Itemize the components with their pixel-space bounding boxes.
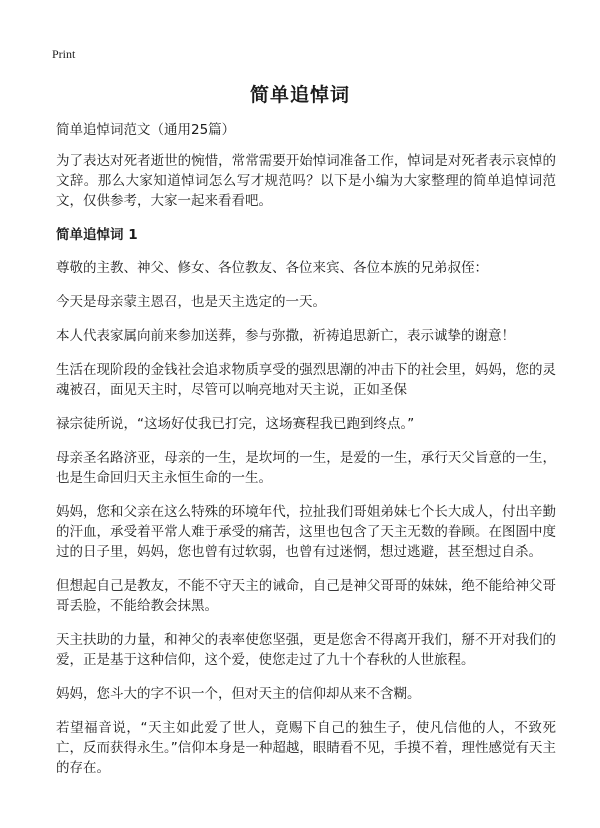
paragraph: 但想起自己是教友，不能不守天主的诫命，自己是神父哥哥的妹妹，绝不能给神父哥哥丢脸，不能给教会抹黑。	[56, 578, 556, 614]
paragraph: 妈妈，您和父亲在这么特殊的环境年代，拉扯我们哥姐弟妹七个长大成人，付出辛勤的汗血，承受着平常人难于承受的痛苦，这里也包含了天主无数的眷顾。在图圄中度过的日子里，妈妈，您也曾有过软弱，也曾有过迷惘，想过逃避，甚至想过自杀。	[56, 504, 556, 560]
page-title: 简单追悼词	[249, 84, 350, 106]
section-heading: 简单追悼词 1	[56, 227, 138, 243]
paragraph: 若望福音说，“天主如此爱了世人，竟赐下自己的独生子，使凡信他的人，不致死亡，反而获得永生。”信仰本身是一种超越，眼睛看不见，手摸不着，理性感觉有天主的存在。	[56, 720, 556, 776]
paragraph: 妈妈，您斗大的字不识一个，但对天主的信仰却从来不含糊。	[56, 686, 421, 702]
paragraph: 生活在现阶段的金钱社会追求物质享受的强烈思潮的冲击下的社会里，妈妈，您的灵魂被召，面见天主时，尽管可以响亮地对天主说，正如圣保	[56, 362, 556, 398]
document-subtitle: 简单追悼词范文（通用25篇）	[56, 122, 236, 138]
document-body	[56, 120, 556, 792]
paragraph: 母亲圣名路济亚，母亲的一生，是坎坷的一生，是爱的一生，承行天父旨意的一生，也是生命回归天主永恒生命的一生。	[56, 450, 556, 486]
paragraph: 禄宗徒所说，“这场好仗我已打完，这场赛程我已跑到终点。”	[56, 416, 415, 432]
paragraph: 本人代表家属向前来参加送葬，参与弥撒，祈祷追思新亡，表示诚挚的谢意！	[56, 328, 515, 344]
paragraph-greeting: 尊敬的主教、神父、修女、各位教友、各位来宾、各位本族的兄弟叔侄：	[56, 260, 488, 276]
paragraph: 天主扶助的力量，和神父的表率使您坚强，更是您舍不得离开我们，掰不开对我们的爱，正是基于这种信仰，这个爱，使您走过了九十个春秋的人世旅程。	[56, 632, 556, 668]
paragraph: 今天是母亲蒙主恩召，也是天主选定的一天。	[56, 294, 326, 310]
intro-paragraph: 为了表达对死者逝世的惋惜，常常需要开始悼词准备工作，悼词是对死者表示哀悼的文辞。那么大家知道悼词怎么写才规范吗？以下是小编为大家整理的简单追悼词范文，仅供参考，大家一起来看看吧。	[56, 153, 556, 209]
print-link[interactable]: Print	[52, 47, 76, 61]
